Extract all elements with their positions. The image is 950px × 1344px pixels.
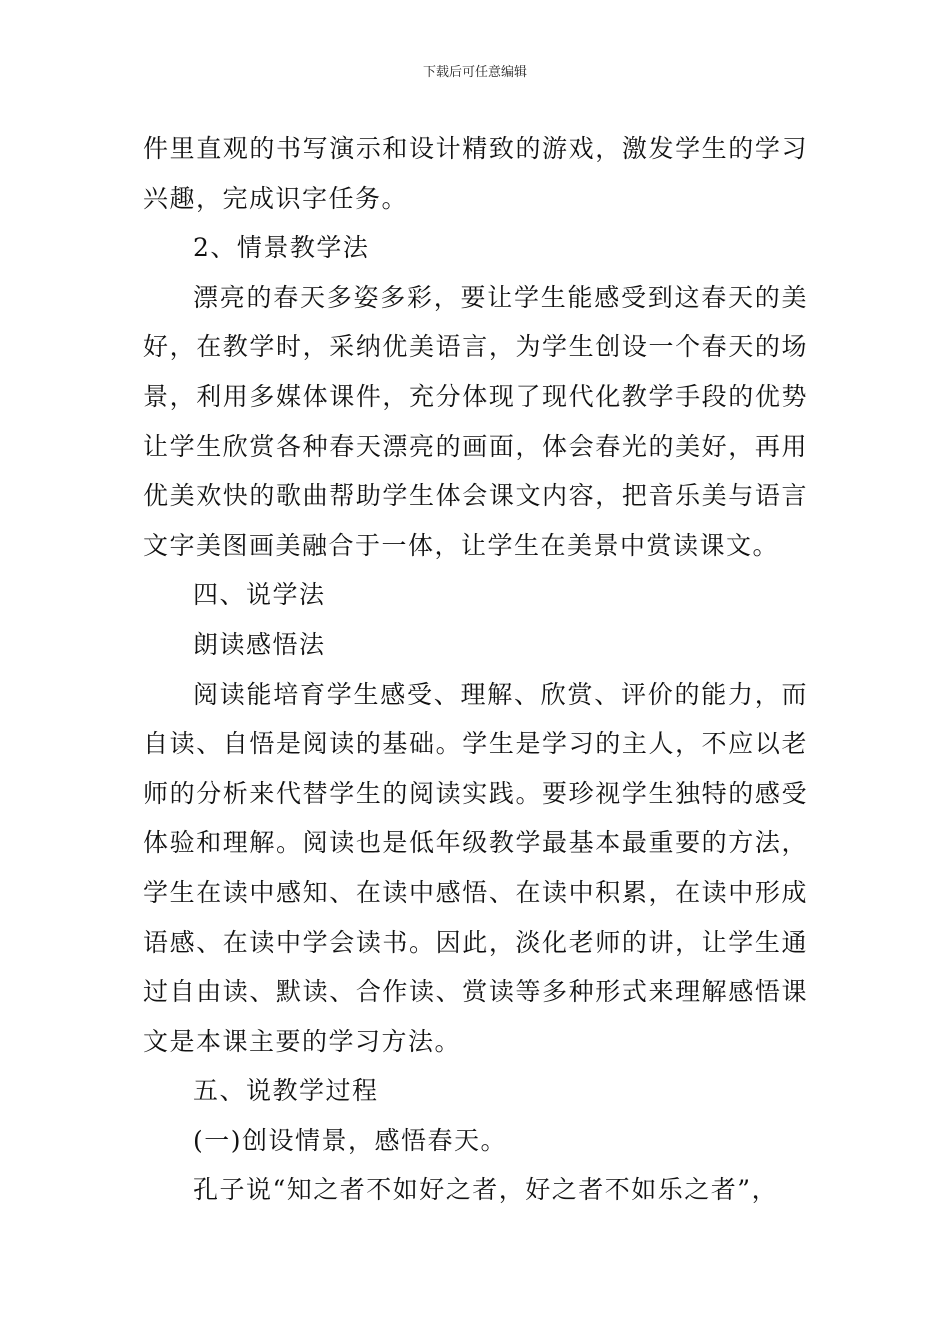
document-body: [143, 124, 808, 1215]
paragraph-confucius-quote: 孔子说“知之者不如好之者，好之者不如乐之者”，: [193, 1175, 779, 1205]
heading-teaching-process: 五、说教学过程: [193, 1076, 379, 1106]
page-header: 下载后可任意编辑: [422, 65, 527, 80]
heading-learning-method: 四、说学法: [193, 580, 326, 610]
heading-reading-insight: 朗读感悟法: [193, 629, 326, 659]
paragraph-continuation: 件里直观的书写演示和设计精致的游戏，激发学生的学习兴趣，完成识字任务。: [143, 134, 808, 213]
paragraph-reading-ability: 阅读能培育学生感受、理解、欣赏、评价的能力，而自读、自悟是阅读的基础。学生是学习的主人，不应以老师的分析来代替学生的阅读实践。要珍视学生独特的感受体验和理解。阅读也是低年级教学最基本最重要的方法，学生在读中感知、在读中感悟、在读中积累，在读中形成语感、在读中学会读书。因此，淡化老师的讲，让学生通过自由读、默读、合作读、赏读等多种形式来理解感悟课文是本课主要的学习方法。: [143, 679, 808, 1056]
heading-situational-teaching: 2、情景教学法: [193, 233, 370, 263]
subheading-create-scenario: (一)创设情景，感悟春天。: [193, 1125, 508, 1155]
paragraph-spring-scenes: 漂亮的春天多姿多彩，要让学生能感受到这春天的美好，在教学时，采纳优美语言，为学生创设一个春天的场景，利用多媒体课件，充分体现了现代化教学手段的优势让学生欣赏各种春天漂亮的画面，体会春光的美好，再用优美欢快的歌曲帮助学生体会课文内容，把音乐美与语言文字美图画美融合于一体，让学生在美景中赏读课文。: [143, 282, 808, 560]
